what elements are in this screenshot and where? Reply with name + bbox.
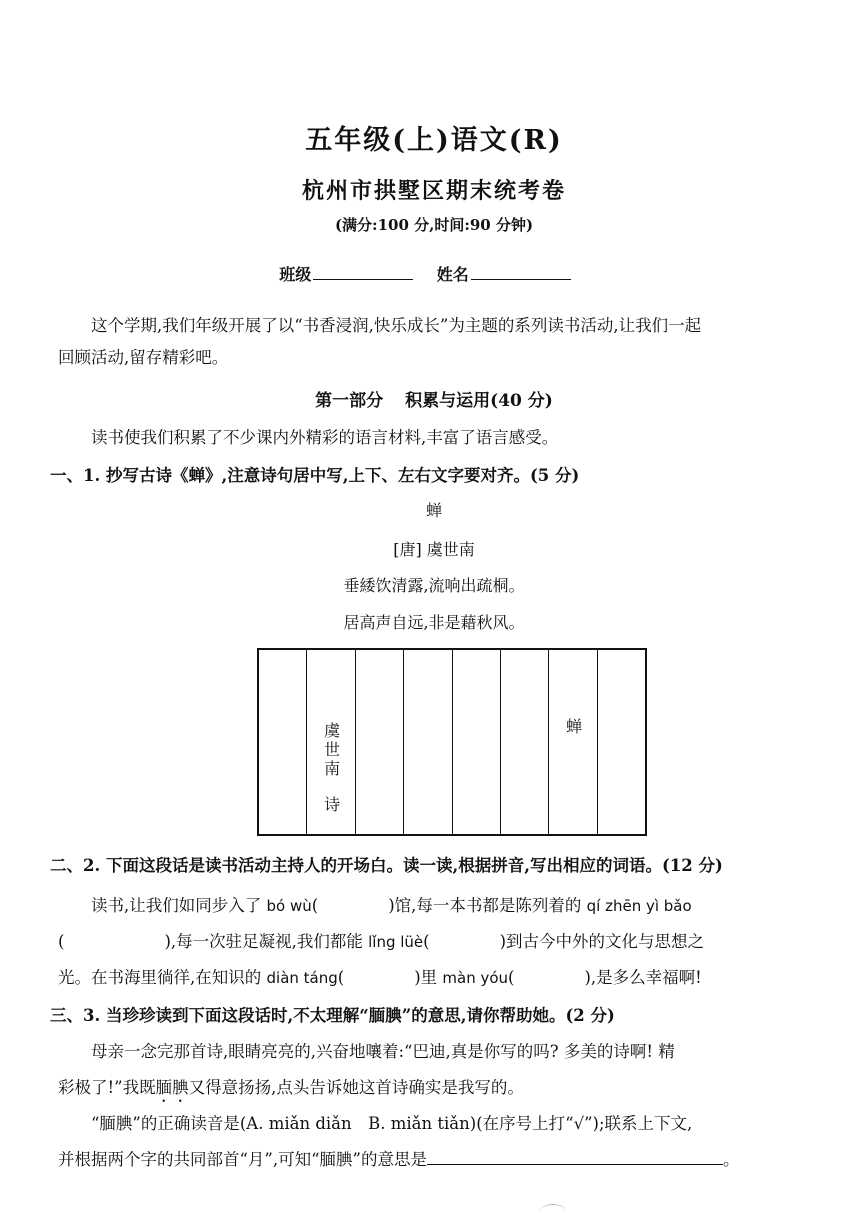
- q2-line: 读书,让我们如同步入了 bó wù( )馆,每一本书都是陈列着的 qí zhēn yì bǎo: [91, 896, 692, 915]
- question-2-body: [58, 888, 828, 996]
- pinyin: bó wù: [266, 897, 312, 915]
- pinyin: qí zhēn yì bǎo: [586, 897, 692, 915]
- grid-title: 蝉: [563, 718, 583, 737]
- grid-column[interactable]: [355, 650, 403, 834]
- q2-line: 光。在书海里徜徉,在知识的 diàn táng( )里 màn yóu( ),是多么幸福啊!: [58, 968, 702, 987]
- target-word: 腼腆: [155, 1078, 189, 1097]
- intro-line: 回顾活动,留存精彩吧。: [58, 348, 229, 367]
- pinyin: diàn táng: [266, 969, 338, 987]
- poem-title: 蝉: [425, 501, 442, 520]
- poem-line: 垂緌饮清露,流响出疏桐。: [343, 576, 525, 595]
- poem-line: 居高声自远,非是藉秋风。: [343, 613, 525, 632]
- q3-ask-line: 并根据两个字的共同部首“月”,可知“腼腆”的意思是 。: [58, 1150, 740, 1169]
- grid-column[interactable]: [597, 650, 645, 834]
- question-1-prompt: 一、1. 抄写古诗《蝉》,注意诗句居中写,上下、左右文字要对齐。(5 分): [50, 466, 580, 485]
- grid-column[interactable]: [452, 650, 500, 834]
- name-field[interactable]: [471, 265, 571, 280]
- intro-line: 这个学期,我们年级开展了以“书香浸润,快乐成长”为主题的系列读书活动,让我们一起: [91, 316, 702, 335]
- question-3-prompt: 三、3. 当珍珍读到下面这段话时,不太理解“腼腆”的意思,请你帮助她。(2 分): [50, 1006, 615, 1025]
- question-3-body: [58, 1034, 828, 1178]
- q3-quote-line: 母亲一念完那首诗,眼睛亮亮的,兴奋地嚷着:“巴迪,真是你写的吗? 多美的诗啊! 精: [91, 1042, 675, 1061]
- intro-paragraph: [58, 310, 828, 374]
- grid-column[interactable]: [548, 650, 596, 834]
- answer-line[interactable]: [427, 1150, 723, 1165]
- section-title: 积累与运用(40 分): [405, 391, 553, 411]
- grid-author: 虞世南: [321, 722, 341, 779]
- student-info: [0, 262, 868, 285]
- pinyin: màn yóu: [442, 969, 509, 987]
- question-2-prompt: 二、2. 下面这段话是读书活动主持人的开场白。读一读,根据拼音,写出相应的词语。(12 分): [50, 856, 723, 875]
- name-label: 姓名: [436, 265, 469, 284]
- exam-subtitle: 杭州市拱墅区期末统考卷: [301, 178, 566, 204]
- q2-line: ( ),每一次驻足凝视,我们都能 lǐng lüè( )到古今中外的文化与思想之: [58, 932, 705, 951]
- exam-meta: (满分:100 分,时间:90 分钟): [334, 216, 534, 234]
- class-label: 班级: [279, 265, 312, 284]
- section-number: 第一部分: [315, 391, 384, 411]
- exam-title: 五年级(上)语文(R): [305, 125, 563, 156]
- q3-ask-line: “腼腆”的正确读音是(A. miǎn diǎn B. miǎn tiǎn)(在序号上打“√”);联系上下文,: [91, 1114, 693, 1133]
- section-lead: 读书使我们积累了不少课内外精彩的语言材料,丰富了语言感受。: [91, 428, 559, 447]
- class-field[interactable]: [313, 265, 413, 280]
- grid-column[interactable]: [306, 650, 354, 834]
- grid-column[interactable]: [500, 650, 548, 834]
- poem-author: [唐] 虞世南: [393, 540, 475, 559]
- writing-grid[interactable]: [257, 648, 647, 836]
- scan-mark: [540, 1204, 566, 1219]
- section-heading: [0, 386, 868, 411]
- pinyin: lǐng lüè: [368, 933, 424, 951]
- grid-column[interactable]: [259, 650, 306, 834]
- grid-column[interactable]: [403, 650, 451, 834]
- grid-author-suffix: 诗: [321, 796, 341, 815]
- q3-quote-line: 彩极了!”我既腼腆又得意扬扬,点头告诉她这首诗确实是我写的。: [58, 1078, 524, 1097]
